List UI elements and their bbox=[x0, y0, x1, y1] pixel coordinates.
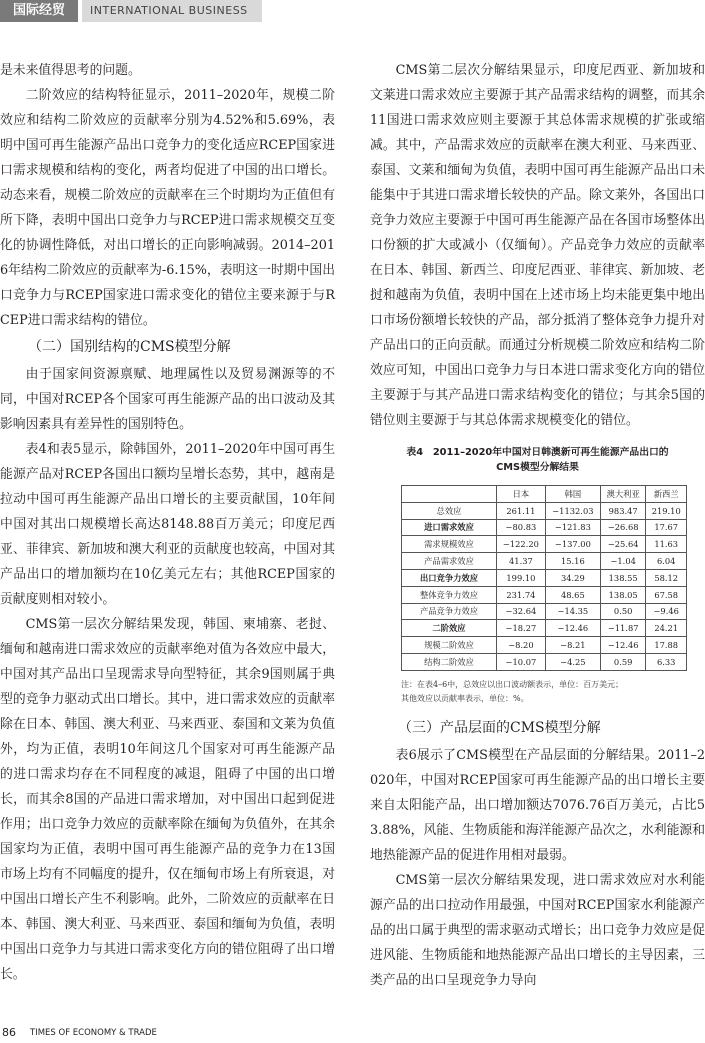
table-cell: 67.58 bbox=[646, 586, 687, 603]
table-cell: −122.20 bbox=[497, 536, 546, 553]
paragraph: 二阶效应的结构特征显示，2011–2020年，规模二阶效应和结构二阶效应的贡献率分别为4.52%和5.69%，表明中国可再生能源产品出口竞争力的变化适应RCEP国家进口需求规模和结构的变化，两者均促进了中国的出口增长。动态来看，规模二阶效应的贡献率在三个时期均为正值但有所下降，表明中国出口竞争力与RCEP进口需求规模交互变化的协调性降低，对出口增长的正向影响减弱。2014–2016年结构二阶效应的贡献率为-6.15%，表明这一时期中国出口竞争力与RCEP国家进口需求变化的错位主要来源于与RCEP进口需求结构的错位。 bbox=[0, 88, 335, 328]
table-row bbox=[402, 569, 687, 586]
paragraph: CMS第二层次分解结果显示，印度尼西亚、新加坡和文莱进口需求效应主要源于其产品需求结构的调整，而其余11国进口需求效应则主要源于其总体需求规模的扩张或缩减。其中，产品需求效应的贡献率在澳大利亚、马来西亚、泰国、文莱和缅甸为负值，表明中国可再生能源产品出口未能集中于其进口需求增长较快的产品。除文莱外，各国出口竞争力效应主要源于中国可再生能源产品在各国市场整体出口份额的扩大或减小（仅缅甸）。产品竞争力效应的贡献率在日本、韩国、新西兰、印度尼西亚、菲律宾、新加坡、老挝和越南为负值，表明中国在上述市场上均未能更集中地出口市场份额增长较快的产品，部分抵消了整体竞争力提升对产品出口的正向贡献。而通过分析规模二阶效应和结构二阶效应可知，中国出口竞争力与日本进口需求变化方向的错位主要源于与其产品进口需求结构变化的错位；与其余5国的错位则主要源于与其总体需求规模变化的错位。 bbox=[370, 63, 705, 428]
table-cell: −9.46 bbox=[646, 603, 687, 620]
table-cell: 138.05 bbox=[600, 586, 646, 603]
row-label: 整体竞争力效应 bbox=[402, 586, 497, 603]
table-cell: −8.20 bbox=[497, 637, 546, 654]
table-cell: 24.21 bbox=[646, 620, 687, 637]
table-cell: 48.65 bbox=[545, 586, 600, 603]
table-cell: −1132.03 bbox=[545, 502, 600, 519]
row-label: 结构二阶效应 bbox=[402, 653, 497, 670]
table-row bbox=[402, 536, 687, 553]
table-row bbox=[402, 586, 687, 603]
table-header-cell: 韩国 bbox=[545, 486, 600, 503]
table-title-line: 表4 2011–2020年中国对日韩澳新可再生能源产品出口的 bbox=[406, 447, 669, 458]
right-column bbox=[370, 58, 705, 993]
table-cell: 261.11 bbox=[497, 502, 546, 519]
table-cell: 983.47 bbox=[600, 502, 646, 519]
paragraph: CMS第一层次分解结果发现，韩国、柬埔寨、老挝、缅甸和越南进口需求效应的贡献率绝对值为各效应中最大，中国对其产品出口呈现需求导向型特征，其余9国则属于典型的竞争力驱动式出口增长。其中，进口需求效应的贡献率除在日本、韩国、澳大利亚、马来西亚、泰国和文莱为负值外，均为正值，表明10年间这几个国家对可再生能源产品的进口需求均存在不同程度的减退，阻碍了中国的出口增长，而其余8国的产品进口需求增加，对中国出口起到促进作用；出口竞争力效应的贡献率除在缅甸为负值外，在其余国家均为正值，表明中国可再生能源产品的竞争力在13国市场上均有不同幅度的提升，仅在缅甸市场上有所衰退，对中国出口增长产生不利影响。此外，二阶效应的贡献率在日本、韩国、澳大利亚、马来西亚、泰国和缅甸为负值，表明中国出口竞争力与其进口需求变化方向的错位阻碍了出口增长。 bbox=[0, 617, 335, 982]
table-header-row bbox=[402, 486, 687, 503]
paragraph: CMS第一层次分解结果发现，进口需求效应对水利能源产品的出口拉动作用最强，中国对RCEP国家水利能源产品的出口属于典型的需求驱动式增长；出口竞争力效应是促进风能、生物质能和地热能源产品出口增长的主导因素，三类产品的出口呈现竞争力导向 bbox=[370, 872, 705, 988]
table-row bbox=[402, 653, 687, 670]
table-cell: 231.74 bbox=[497, 586, 546, 603]
paragraph: 表6展示了CMS模型在产品层面的分解结果。2011–2020年，中国对RCEP国家可再生能源产品的出口增长主要来自太阳能产品，出口增加额达7076.76百万美元，占比53.88%，风能、生物质能和海洋能源产品次之，水利能源和地热能源产品的促进作用相对最弱。 bbox=[370, 747, 705, 863]
row-label: 产品需求效应 bbox=[402, 553, 497, 570]
left-column bbox=[0, 58, 335, 987]
row-label: 产品竞争力效应 bbox=[402, 603, 497, 620]
paragraph: 由于国家间资源禀赋、地理属性以及贸易渊源等的不同，中国对RCEP各个国家可再生能源产品的出口波动及其影响因素具有差异性的国别特色。 bbox=[0, 367, 335, 432]
journal-name: TIMES OF ECONOMY & TRADE bbox=[30, 1028, 157, 1038]
table-row bbox=[402, 620, 687, 637]
row-label: 出口竞争力效应 bbox=[402, 569, 497, 586]
page-header bbox=[0, 0, 705, 28]
section-heading: （二）国别结构的CMS模型分解 bbox=[28, 339, 231, 355]
table-title-line: CMS模型分解结果 bbox=[496, 462, 579, 473]
table-row bbox=[402, 502, 687, 519]
page-number: 86 bbox=[2, 1026, 16, 1039]
row-label: 需求规模效应 bbox=[402, 536, 497, 553]
table-cell: 17.67 bbox=[646, 519, 687, 536]
section-heading: （三）产品层面的CMS模型分解 bbox=[398, 719, 601, 736]
table-cell: 219.10 bbox=[646, 502, 687, 519]
table-cell: 11.63 bbox=[646, 536, 687, 553]
table-header-cell: 澳大利亚 bbox=[600, 486, 646, 503]
table-cell: 138.55 bbox=[600, 569, 646, 586]
table-cell: −8.21 bbox=[545, 637, 600, 654]
row-label: 二阶效应 bbox=[402, 620, 497, 637]
row-label: 进口需求效应 bbox=[402, 519, 497, 536]
table-cell: −4.25 bbox=[545, 653, 600, 670]
table-row bbox=[402, 603, 687, 620]
row-label: 总效应 bbox=[402, 502, 497, 519]
table-cell: −26.68 bbox=[600, 519, 646, 536]
table-cell: −137.00 bbox=[545, 536, 600, 553]
table-row bbox=[402, 519, 687, 536]
table-cell: 6.04 bbox=[646, 553, 687, 570]
table-cell: −14.35 bbox=[545, 603, 600, 620]
table-cell: −80.83 bbox=[497, 519, 546, 536]
row-label: 规模二阶效应 bbox=[402, 637, 497, 654]
table-cell: −12.46 bbox=[600, 637, 646, 654]
table-cell: 58.12 bbox=[646, 569, 687, 586]
table-note: 注：在表4–6中，总效应以出口波动额表示，单位：百万美元； bbox=[401, 679, 624, 689]
table-cell: 199.10 bbox=[497, 569, 546, 586]
table-cell: −10.07 bbox=[497, 653, 546, 670]
section-label-en: INTERNATIONAL BUSINESS bbox=[82, 0, 262, 22]
table-notes bbox=[401, 678, 705, 706]
paragraph: 是未来值得思考的问题。 bbox=[0, 63, 141, 78]
table-cell: 41.37 bbox=[497, 553, 546, 570]
table-title bbox=[370, 445, 705, 475]
table-header-cell: 新西兰 bbox=[646, 486, 687, 503]
table-cell: −18.27 bbox=[497, 620, 546, 637]
table-header-cell: 日本 bbox=[497, 486, 546, 503]
paragraph: 表4和表5显示，除韩国外，2011–2020年中国可再生能源产品对RCEP各国出口额均呈增长态势，其中，越南是拉动中国可再生能源产品出口增长的主要贡献国，10年间中国对其出口规模增长高达8148.88百万美元；印度尼西亚、菲律宾、新加坡和澳大利亚的贡献度也较高，中国对其产品出口的增加额均在10亿美元左右；其他RCEP国家的贡献度则相对较小。 bbox=[0, 442, 335, 607]
table-cell: 0.50 bbox=[600, 603, 646, 620]
table-note: 其他效应以贡献率表示，单位：%。 bbox=[401, 693, 529, 703]
table-cell: 17.88 bbox=[646, 637, 687, 654]
table-cell: −25.64 bbox=[600, 536, 646, 553]
table-cell: −11.87 bbox=[600, 620, 646, 637]
table-row bbox=[402, 553, 687, 570]
table-cell: −121.83 bbox=[545, 519, 600, 536]
table-cell: −32.64 bbox=[497, 603, 546, 620]
table-row bbox=[402, 637, 687, 654]
table-cell: 34.29 bbox=[545, 569, 600, 586]
table-cell: 6.33 bbox=[646, 653, 687, 670]
table-cell: 15.16 bbox=[545, 553, 600, 570]
cms-decomposition-table bbox=[401, 485, 687, 671]
table-cell: −1.04 bbox=[600, 553, 646, 570]
section-label-cn: 国际经贸 bbox=[0, 0, 78, 22]
table-cell: 0.59 bbox=[600, 653, 646, 670]
table-cell: −12.46 bbox=[545, 620, 600, 637]
table-header-cell bbox=[402, 486, 497, 503]
